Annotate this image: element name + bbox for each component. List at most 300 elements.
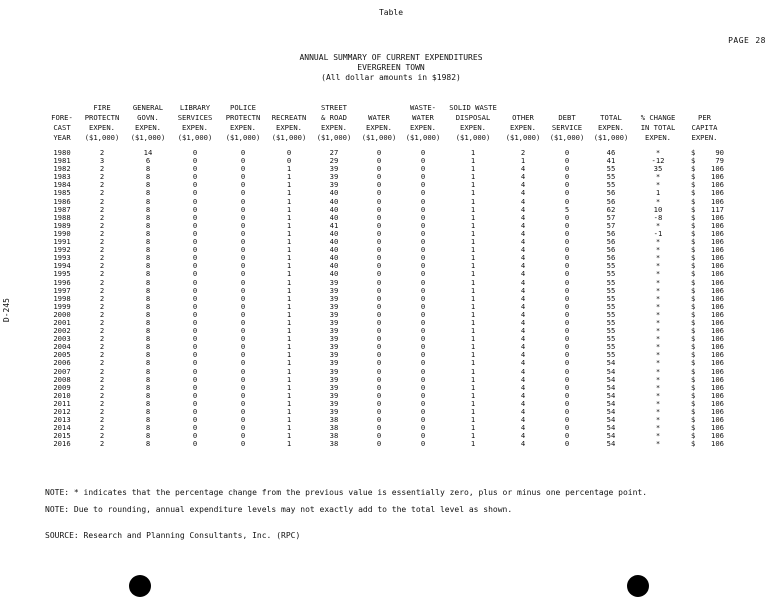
table-cell: 0 bbox=[192, 301, 198, 311]
table-cell: 0 bbox=[564, 245, 570, 255]
table-cell: 0 bbox=[240, 423, 246, 433]
table-cell: 0 bbox=[240, 431, 246, 441]
table-cell: 0 bbox=[240, 407, 246, 416]
table-cell: 55 bbox=[606, 309, 616, 319]
table-cell: 1 bbox=[286, 439, 292, 449]
title-block bbox=[0, 53, 782, 83]
table-cell: 0 bbox=[420, 382, 426, 392]
table-cell: 0 bbox=[240, 342, 246, 352]
per-capita-value: 106 bbox=[711, 326, 724, 336]
table-cell: 1987 bbox=[53, 204, 71, 214]
table-cell: 1998 bbox=[53, 293, 71, 303]
table-cell: 2006 bbox=[53, 358, 71, 368]
table-cell: 0 bbox=[192, 261, 198, 271]
table-header-row bbox=[45, 103, 726, 143]
table-cell: 0 bbox=[564, 172, 570, 182]
table-cell: 4 bbox=[520, 366, 526, 376]
table-cell: 0 bbox=[240, 309, 246, 319]
table-cell: 0 bbox=[376, 415, 382, 425]
table-cell: 0 bbox=[192, 148, 198, 157]
table-cell: * bbox=[655, 431, 661, 441]
page-number: 28 bbox=[755, 36, 766, 45]
table-cell: 1 bbox=[470, 390, 476, 400]
table-cell: 0 bbox=[240, 196, 246, 206]
table-cell: 8 bbox=[145, 293, 151, 303]
table-cell: 0 bbox=[240, 382, 246, 392]
table-cell: 40 bbox=[329, 228, 339, 238]
table-cell: 38 bbox=[329, 431, 339, 441]
table-cell: 55 bbox=[606, 334, 616, 344]
table-cell: 0 bbox=[286, 148, 292, 157]
table-cell: 0 bbox=[564, 156, 570, 166]
table-cell: 56 bbox=[606, 253, 616, 263]
column-header: SOLID WASTE DISPOSAL EXPEN. ($1,000) bbox=[449, 103, 497, 142]
table-cell: 54 bbox=[606, 374, 616, 384]
table-cell: * bbox=[655, 382, 661, 392]
table-cell: 0 bbox=[240, 358, 246, 368]
table-cell: 39 bbox=[329, 293, 339, 303]
table-cell: 4 bbox=[520, 212, 526, 222]
currency-symbol: $ bbox=[691, 350, 696, 360]
column-header: LIBRARY SERVICES EXPEN. ($1,000) bbox=[177, 103, 213, 142]
table-cell: 39 bbox=[329, 382, 339, 392]
table-cell: 0 bbox=[286, 156, 292, 166]
table-cell: 1 bbox=[470, 180, 476, 190]
table-cell: * bbox=[655, 269, 661, 279]
table-cell: 39 bbox=[329, 398, 339, 408]
table-cell: -1 bbox=[653, 228, 663, 238]
table-cell: 4 bbox=[520, 431, 526, 441]
per-capita-value: 106 bbox=[711, 253, 724, 263]
table-cell: 8 bbox=[145, 261, 151, 271]
table-cell: 56 bbox=[606, 196, 616, 206]
table-cell: 4 bbox=[520, 245, 526, 255]
table-cell: 0 bbox=[240, 374, 246, 384]
table-cell: 4 bbox=[520, 342, 526, 352]
table-cell: 2005 bbox=[53, 350, 71, 360]
table-cell: 0 bbox=[192, 431, 198, 441]
table-cell: 0 bbox=[420, 164, 426, 174]
table-cell: 0 bbox=[420, 277, 426, 287]
table-cell: 2000 bbox=[53, 309, 71, 319]
table-cell: 1 bbox=[470, 245, 476, 255]
table-row bbox=[45, 440, 726, 448]
table-cell: 8 bbox=[145, 164, 151, 174]
table-cell: 2010 bbox=[53, 390, 71, 400]
table-cell: 0 bbox=[564, 277, 570, 287]
table-cell: 1 bbox=[286, 196, 292, 206]
table-cell: 4 bbox=[520, 188, 526, 198]
table-cell: 1 bbox=[286, 374, 292, 384]
table-cell: 8 bbox=[145, 398, 151, 408]
table-cell: 1 bbox=[470, 204, 476, 214]
table-cell: 1 bbox=[470, 237, 476, 247]
table-cell: 40 bbox=[329, 253, 339, 263]
page-number-label bbox=[722, 36, 766, 45]
note-rounding: NOTE: Due to rounding, annual expenditure levels may not exactly add to the total level as shown. bbox=[45, 505, 513, 514]
table-cell: 0 bbox=[564, 309, 570, 319]
table-cell: 0 bbox=[376, 164, 382, 174]
table-cell: 1 bbox=[286, 423, 292, 433]
table-cell: 1 bbox=[470, 301, 476, 311]
table-cell: 0 bbox=[192, 269, 198, 279]
currency-symbol: $ bbox=[691, 309, 696, 319]
table-cell: 4 bbox=[520, 164, 526, 174]
per-capita-value: 106 bbox=[711, 439, 724, 449]
currency-symbol: $ bbox=[691, 180, 696, 190]
table-cell: 1 bbox=[470, 277, 476, 287]
table-cell: 0 bbox=[192, 228, 198, 238]
per-capita-value: 106 bbox=[711, 423, 724, 433]
table-cell: 1 bbox=[470, 261, 476, 271]
table-cell: 2 bbox=[99, 172, 105, 182]
table-cell: 8 bbox=[145, 180, 151, 190]
table-cell: 1999 bbox=[53, 301, 71, 311]
table-cell: 0 bbox=[376, 293, 382, 303]
currency-symbol: $ bbox=[691, 415, 696, 425]
table-cell: 1 bbox=[470, 317, 476, 327]
table-cell: 1 bbox=[470, 228, 476, 238]
table-cell: * bbox=[655, 366, 661, 376]
table-cell: 55 bbox=[606, 342, 616, 352]
table-cell: 8 bbox=[145, 188, 151, 198]
table-cell: * bbox=[655, 293, 661, 303]
table-cell: 56 bbox=[606, 245, 616, 255]
table-cell: 1 bbox=[286, 390, 292, 400]
table-cell: 0 bbox=[376, 277, 382, 287]
table-cell: 1986 bbox=[53, 196, 71, 206]
table-cell: 0 bbox=[420, 350, 426, 360]
table-cell: 1 bbox=[470, 269, 476, 279]
currency-symbol: $ bbox=[691, 277, 696, 287]
table-cell: 2 bbox=[99, 382, 105, 392]
table-cell: 1989 bbox=[53, 220, 71, 230]
table-cell: 2 bbox=[99, 220, 105, 230]
table-cell: 0 bbox=[376, 366, 382, 376]
table-cell: 8 bbox=[145, 228, 151, 238]
table-cell: 40 bbox=[329, 204, 339, 214]
per-capita-value: 106 bbox=[711, 407, 724, 416]
table-cell: 2 bbox=[99, 398, 105, 408]
table-cell: 1 bbox=[470, 212, 476, 222]
table-cell: 0 bbox=[376, 228, 382, 238]
table-cell: 40 bbox=[329, 245, 339, 255]
currency-symbol: $ bbox=[691, 326, 696, 336]
table-cell: 2 bbox=[99, 309, 105, 319]
currency-symbol: $ bbox=[691, 423, 696, 433]
table-cell: 54 bbox=[606, 431, 616, 441]
per-capita-value: 106 bbox=[711, 164, 724, 174]
table-cell: 0 bbox=[420, 212, 426, 222]
per-capita-value: 106 bbox=[711, 180, 724, 190]
table-cell: * bbox=[655, 309, 661, 319]
table-cell: 1990 bbox=[53, 228, 71, 238]
table-cell: 0 bbox=[376, 301, 382, 311]
table-cell: 0 bbox=[192, 407, 198, 416]
column-header: WATER EXPEN. ($1,000) bbox=[361, 113, 397, 142]
table-cell: 1992 bbox=[53, 245, 71, 255]
table-cell: 0 bbox=[564, 212, 570, 222]
table-cell: 1988 bbox=[53, 212, 71, 222]
table-cell: 0 bbox=[564, 188, 570, 198]
table-cell: 4 bbox=[520, 277, 526, 287]
table-cell: 1980 bbox=[53, 148, 71, 157]
table-cell: 8 bbox=[145, 407, 151, 416]
table-cell: 0 bbox=[192, 196, 198, 206]
table-cell: 2015 bbox=[53, 431, 71, 441]
table-cell: * bbox=[655, 253, 661, 263]
table-cell: 0 bbox=[376, 204, 382, 214]
table-cell: -12 bbox=[651, 156, 665, 166]
table-cell: 0 bbox=[564, 285, 570, 295]
table-cell: 0 bbox=[192, 245, 198, 255]
table-cell: 2002 bbox=[53, 326, 71, 336]
table-cell: 4 bbox=[520, 228, 526, 238]
per-capita-value: 106 bbox=[711, 245, 724, 255]
table-cell: 1 bbox=[286, 309, 292, 319]
table-cell: 8 bbox=[145, 334, 151, 344]
table-cell: 0 bbox=[240, 439, 246, 449]
table-cell: 4 bbox=[520, 196, 526, 206]
table-cell: 1994 bbox=[53, 261, 71, 271]
table-cell: 0 bbox=[420, 431, 426, 441]
table-cell: 1 bbox=[520, 156, 526, 166]
table-cell: 0 bbox=[564, 293, 570, 303]
per-capita-value: 106 bbox=[711, 301, 724, 311]
table-cell: 1982 bbox=[53, 164, 71, 174]
table-cell: 4 bbox=[520, 172, 526, 182]
table-cell: 4 bbox=[520, 301, 526, 311]
per-capita-cell bbox=[683, 440, 726, 448]
per-capita-value: 106 bbox=[711, 358, 724, 368]
table-cell: 2 bbox=[99, 431, 105, 441]
table-cell: 0 bbox=[564, 431, 570, 441]
table-cell: 2 bbox=[99, 334, 105, 344]
column-header: RECREATN EXPEN. ($1,000) bbox=[271, 113, 307, 142]
column-header: DEBT SERVICE ($1,000) bbox=[549, 113, 585, 142]
per-capita-value: 106 bbox=[711, 398, 724, 408]
table-cell: 0 bbox=[420, 301, 426, 311]
table-cell: 1 bbox=[470, 358, 476, 368]
table-cell: 0 bbox=[192, 326, 198, 336]
column-header: TOTAL EXPEN. ($1,000) bbox=[593, 113, 629, 142]
per-capita-value: 117 bbox=[711, 204, 724, 214]
table-cell: 0 bbox=[420, 269, 426, 279]
table-cell: 1 bbox=[286, 220, 292, 230]
table-cell: 0 bbox=[420, 309, 426, 319]
table-cell: * bbox=[655, 415, 661, 425]
per-capita-value: 90 bbox=[715, 148, 724, 157]
table-cell: 0 bbox=[240, 156, 246, 166]
table-cell: 2 bbox=[99, 277, 105, 287]
table-cell: 0 bbox=[240, 220, 246, 230]
table-cell: 5 bbox=[564, 204, 570, 214]
table-cell: 0 bbox=[192, 293, 198, 303]
column-header: OTHER EXPEN. ($1,000) bbox=[505, 113, 541, 142]
table-cell: 8 bbox=[145, 350, 151, 360]
table-cell: 56 bbox=[606, 237, 616, 247]
currency-symbol: $ bbox=[691, 188, 696, 198]
table-cell: 1 bbox=[286, 269, 292, 279]
table-cell: 0 bbox=[376, 180, 382, 190]
table-cell: 0 bbox=[564, 261, 570, 271]
table-cell: 1 bbox=[470, 439, 476, 449]
table-cell: 39 bbox=[329, 374, 339, 384]
table-cell: 4 bbox=[520, 439, 526, 449]
table-cell: 0 bbox=[564, 220, 570, 230]
table-cell: 4 bbox=[520, 180, 526, 190]
table-cell: 2 bbox=[99, 228, 105, 238]
table-cell: 1 bbox=[286, 245, 292, 255]
table-cell: 0 bbox=[420, 326, 426, 336]
table-cell: 2 bbox=[99, 148, 105, 157]
table-cell: 1 bbox=[470, 423, 476, 433]
table-cell: 0 bbox=[376, 172, 382, 182]
table-cell: 0 bbox=[376, 245, 382, 255]
table-cell: 1 bbox=[470, 164, 476, 174]
table-cell: 0 bbox=[192, 237, 198, 247]
table-cell: 8 bbox=[145, 431, 151, 441]
table-cell: 2016 bbox=[53, 439, 71, 449]
table-cell: 1 bbox=[286, 382, 292, 392]
header-label: Table bbox=[378, 8, 404, 17]
per-capita-value: 106 bbox=[711, 269, 724, 279]
table-cell: 39 bbox=[329, 277, 339, 287]
table-cell: 0 bbox=[376, 317, 382, 327]
per-capita-value: 106 bbox=[711, 220, 724, 230]
table-cell: 1 bbox=[655, 188, 661, 198]
per-capita-value: 106 bbox=[711, 431, 724, 441]
table-cell: 1 bbox=[286, 164, 292, 174]
table-cell: * bbox=[655, 334, 661, 344]
table-cell: 0 bbox=[192, 220, 198, 230]
table-cell: * bbox=[655, 277, 661, 287]
title-line-2: EVERGREEN TOWN bbox=[357, 63, 425, 72]
table-cell: 1 bbox=[470, 407, 476, 416]
table-cell: 0 bbox=[420, 407, 426, 416]
table-cell: 1 bbox=[286, 407, 292, 416]
table-cell: 0 bbox=[192, 180, 198, 190]
table-cell: 0 bbox=[192, 204, 198, 214]
table-cell: 8 bbox=[145, 245, 151, 255]
table-cell: 38 bbox=[329, 439, 339, 449]
table-cell: 8 bbox=[145, 342, 151, 352]
table-cell: 0 bbox=[376, 350, 382, 360]
table-cell: * bbox=[655, 180, 661, 190]
table-cell: * bbox=[655, 326, 661, 336]
currency-symbol: $ bbox=[691, 212, 696, 222]
table-cell: 8 bbox=[145, 382, 151, 392]
table-cell: 8 bbox=[145, 237, 151, 247]
table-cell: 8 bbox=[145, 439, 151, 449]
currency-symbol: $ bbox=[691, 228, 696, 238]
table-cell: 3 bbox=[99, 156, 105, 166]
table-cell: 1 bbox=[470, 382, 476, 392]
table-cell: 2 bbox=[520, 148, 526, 157]
table-cell: 8 bbox=[145, 204, 151, 214]
column-header: % CHANGE IN TOTAL EXPEN. bbox=[640, 113, 676, 142]
table-cell: 54 bbox=[606, 415, 616, 425]
table-cell: 8 bbox=[145, 390, 151, 400]
per-capita-value: 106 bbox=[711, 285, 724, 295]
table-cell: 55 bbox=[606, 293, 616, 303]
per-capita-value: 79 bbox=[715, 156, 724, 166]
table-cell: 27 bbox=[329, 148, 339, 157]
table-cell: 1985 bbox=[53, 188, 71, 198]
table-cell: 1 bbox=[286, 398, 292, 408]
table-cell: 1 bbox=[286, 180, 292, 190]
currency-symbol: $ bbox=[691, 220, 696, 230]
table-cell: 0 bbox=[240, 293, 246, 303]
source-note: SOURCE: Research and Planning Consultants, Inc. (RPC) bbox=[45, 531, 301, 540]
table-cell: 57 bbox=[606, 212, 616, 222]
table-cell: 0 bbox=[240, 415, 246, 425]
table-cell: 1 bbox=[286, 237, 292, 247]
table-cell: 4 bbox=[520, 293, 526, 303]
table-cell: 0 bbox=[564, 148, 570, 157]
table-cell: 1 bbox=[470, 285, 476, 295]
table-cell: 56 bbox=[606, 188, 616, 198]
table-cell: 0 bbox=[420, 172, 426, 182]
table-cell: 1995 bbox=[53, 269, 71, 279]
table-cell: 0 bbox=[420, 334, 426, 344]
table-cell: 0 bbox=[564, 180, 570, 190]
table-cell: 4 bbox=[520, 350, 526, 360]
table-cell: 0 bbox=[192, 366, 198, 376]
table-cell: 0 bbox=[240, 366, 246, 376]
table-cell: * bbox=[655, 245, 661, 255]
table-cell: 1 bbox=[286, 293, 292, 303]
table-cell: 0 bbox=[376, 342, 382, 352]
table-cell: 2 bbox=[99, 366, 105, 376]
table-cell: 4 bbox=[520, 326, 526, 336]
currency-symbol: $ bbox=[691, 293, 696, 303]
table-cell: 2 bbox=[99, 204, 105, 214]
table-cell: 2001 bbox=[53, 317, 71, 327]
currency-symbol: $ bbox=[691, 431, 696, 441]
table-cell: 8 bbox=[145, 358, 151, 368]
per-capita-value: 106 bbox=[711, 277, 724, 287]
per-capita-value: 106 bbox=[711, 212, 724, 222]
table-cell: 1 bbox=[470, 366, 476, 376]
table-cell: 0 bbox=[564, 237, 570, 247]
side-page-mark: D-245 bbox=[2, 298, 11, 323]
currency-symbol: $ bbox=[691, 366, 696, 376]
table-cell: 0 bbox=[564, 196, 570, 206]
table-cell: 0 bbox=[240, 180, 246, 190]
table-cell: 54 bbox=[606, 390, 616, 400]
table-cell: 0 bbox=[240, 390, 246, 400]
table-cell: 1981 bbox=[53, 156, 71, 166]
page-word: PAGE bbox=[728, 36, 750, 45]
table-cell: 41 bbox=[606, 156, 616, 166]
table-cell: 8 bbox=[145, 285, 151, 295]
table-cell: 0 bbox=[376, 358, 382, 368]
currency-symbol: $ bbox=[691, 374, 696, 384]
table-cell: 39 bbox=[329, 326, 339, 336]
table-cell: * bbox=[655, 342, 661, 352]
per-capita-value: 106 bbox=[711, 415, 724, 425]
table-cell: 1 bbox=[470, 374, 476, 384]
table-cell: 0 bbox=[192, 398, 198, 408]
table-cell: 4 bbox=[520, 261, 526, 271]
table-cell: 0 bbox=[240, 212, 246, 222]
table-cell: 54 bbox=[606, 398, 616, 408]
table-cell: 0 bbox=[240, 301, 246, 311]
table-cell: 2003 bbox=[53, 334, 71, 344]
table-cell: 1997 bbox=[53, 285, 71, 295]
per-capita-value: 106 bbox=[711, 293, 724, 303]
